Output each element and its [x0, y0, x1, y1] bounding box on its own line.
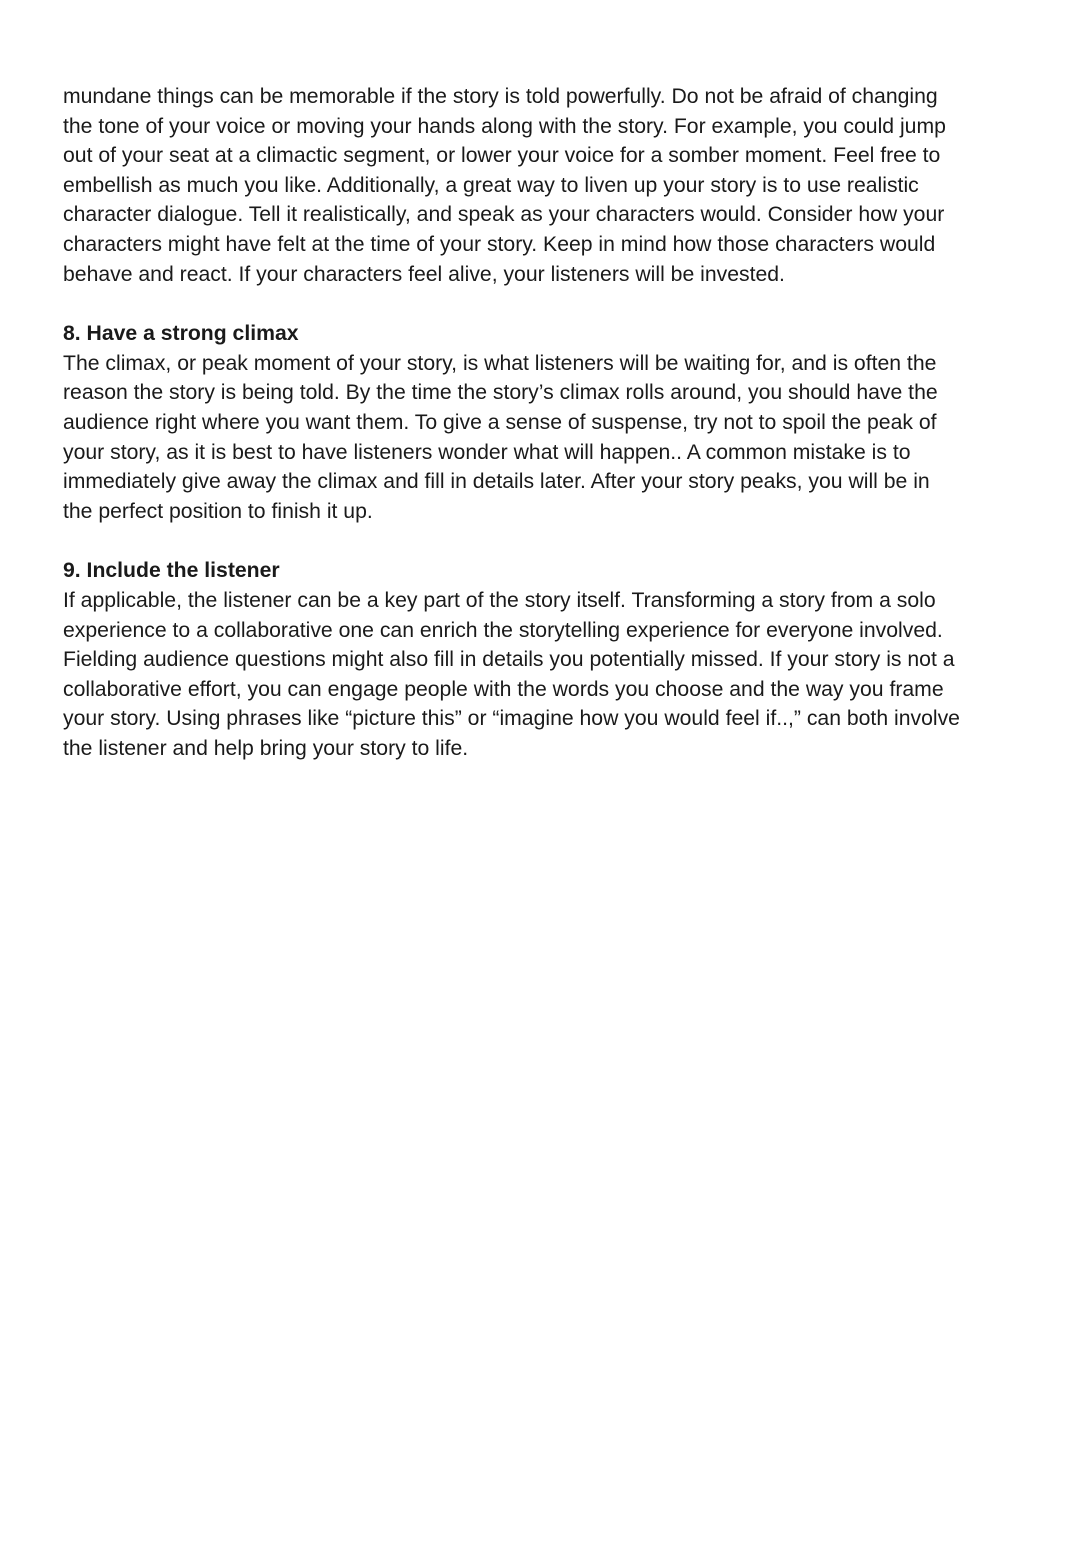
document-page: [63, 82, 1023, 763]
section-heading: 8. Have a strong climax: [63, 322, 299, 346]
section-strong-climax: [63, 319, 1023, 526]
section-paragraph: If applicable, the listener can be a key part of the story itself. Transforming a story from a solo experience to a collaborative one can enrich the storytelling experience for everyone involved. Fielding audience questions might also fill in details you potentially missed. If your story is not a collaborative effort, you can engage people with the words you choose and the way you frame your story. Using phrases like “picture this” or “imagine how you would feel if..,” can both involve the listener and help bring your story to life.: [63, 588, 960, 760]
section-paragraph: The climax, or peak moment of your story, is what listeners will be waiting for, and is often the reason the story is being told. By the time the story’s climax rolls around, you should have the audience right where you want them. To give a sense of suspense, try not to spoil the peak of your story, as it is best to have listeners wonder what will happen.. A common mistake is to immediately give away the climax and fill in details later. After your story peaks, you will be in the perfect position to finish it up.: [63, 351, 938, 523]
section-include-listener: [63, 556, 1023, 763]
section-heading: 9. Include the listener: [63, 559, 280, 583]
intro-paragraph: mundane things can be memorable if the story is told powerfully. Do not be afraid of changing the tone of your voice or moving your hands along with the story. For example, you could jump out of your seat at a climactic segment, or lower your voice for a somber moment. Feel free to embellish as much you like. Additionally, a great way to liven up your story is to use realistic character dialogue. Tell it realistically, and speak as your characters would. Consider how your characters might have felt at the time of your story. Keep in mind how those characters would behave and react. If your characters feel alive, your listeners will be invested.: [63, 85, 946, 286]
